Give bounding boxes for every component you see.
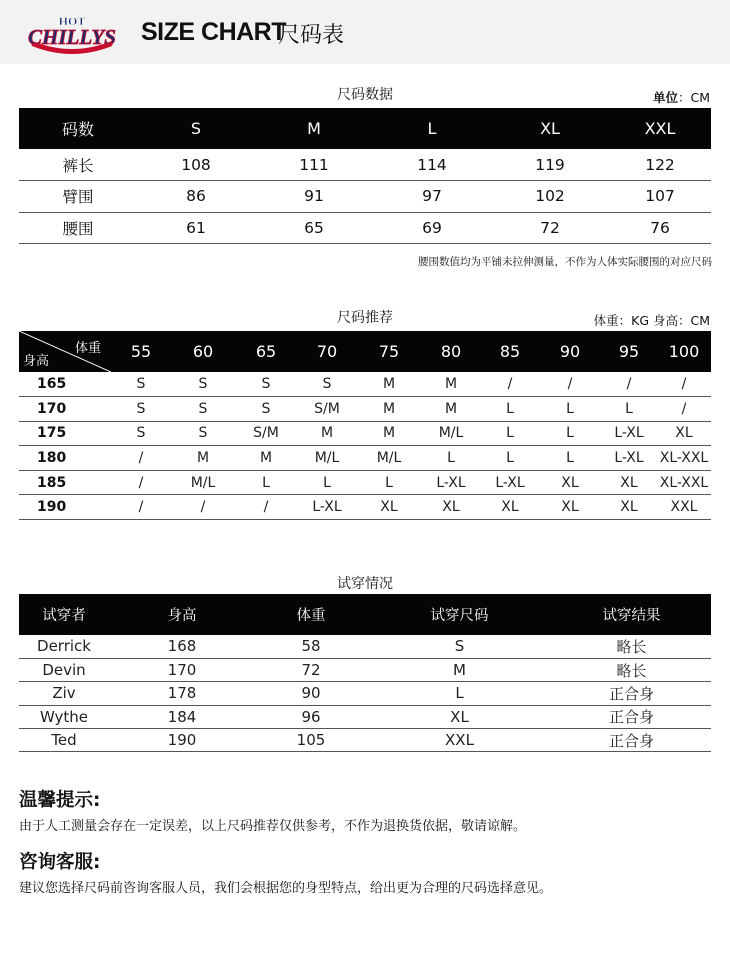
weight-header: 90 [559,342,581,361]
trial-header-row [19,594,711,635]
table-cell: 91 [304,187,324,206]
size-data-note: 腰围数值均为平铺未拉伸测量，不作为人体实际腰围的对应尺码 [418,256,712,268]
table-row [19,397,711,422]
size-cell: M/L [314,450,340,467]
size-cell: XL [561,474,579,491]
height-label: 175 [37,425,67,442]
size-data-unit [653,88,710,106]
height-label: 180 [37,450,67,467]
unit-label: 单位 [652,90,678,105]
size-cell: M/L [438,425,464,442]
trial-title: 试穿情况 [337,576,393,592]
weight-header: 95 [618,342,640,361]
size-cell: L [323,474,331,491]
tester-name: Ted [51,731,77,750]
header-cell: 身高 [167,608,197,624]
header-cell: 体重 [296,608,326,624]
row-label: 裤长 [62,156,94,175]
size-data-table [19,108,711,244]
tester-name: Ziv [52,684,76,703]
table-cell: S [454,637,465,656]
size-cell: XL [620,474,638,491]
table-cell: 72 [301,661,321,680]
header-cell: XXL [644,119,676,138]
table-cell: 108 [181,155,211,174]
size-cell: L [447,450,455,467]
size-cell: / [138,474,144,491]
size-cell: / [567,376,573,393]
table-cell: 184 [167,707,197,726]
size-cell: L-XL [614,425,644,442]
size-cell: M [382,425,396,442]
warm-tip-text: 由于人工测量会存在一定误差，以上尺码推荐仅供参考，不作为退换货依据，敬请谅解。 [19,819,527,834]
table-cell: XL [450,707,469,726]
height-label: 170 [37,400,67,417]
weight-header: 100 [668,342,700,361]
table-cell: 190 [167,731,197,750]
size-cell: L-XL [312,499,342,516]
size-cell: M [382,376,396,393]
size-cell: S [198,425,208,442]
recommend-unit: 体重：KG 身高：CM [593,313,710,328]
height-label: 185 [37,474,67,491]
header-cell: M [307,119,321,138]
size-cell: M [320,425,334,442]
size-cell: L [262,474,270,491]
size-data-title: 尺码数据 [337,87,393,103]
size-cell: M [444,400,458,417]
header-cell: 试穿尺码 [430,608,489,624]
size-cell: L-XL [614,450,644,467]
size-cell: XL [620,499,638,516]
brand-logo-mark [26,12,118,54]
size-cell: L [566,450,574,467]
warm-tip-title: 温馨提示: [19,790,101,811]
size-cell: S/M [253,425,279,442]
table-cell: L [455,684,464,703]
size-cell: / [200,499,206,516]
size-cell: / [626,376,632,393]
service-text: 建议您选择尺码前咨询客服人员，我们会根据您的身型特点，给出更为合理的尺码选择意见。 [19,881,553,896]
size-cell: M [259,450,273,467]
page-subtitle: 尺码表 [278,23,345,48]
table-row [19,421,711,446]
table-row [19,470,711,495]
logo-main-text: CHILLYS [28,25,116,49]
tester-name: Derrick [37,637,91,656]
size-cell: M/L [376,450,402,467]
table-row [19,212,711,244]
header-cell: 试穿者 [42,608,86,624]
header-cell: 试穿结果 [602,608,661,624]
table-row [19,682,711,705]
table-row [19,729,711,752]
row-label: 臂围 [62,188,94,207]
recommend-title: 尺码推荐 [337,310,393,326]
size-cell: XL [442,499,460,516]
header-cell: 码数 [61,120,94,139]
height-label: 165 [37,376,67,393]
size-cell: / [263,499,269,516]
size-cell: L [506,425,514,442]
table-cell: 正合身 [608,731,654,750]
table-cell: 105 [296,731,326,750]
corner-cell [19,331,111,372]
size-cell: S/M [314,400,340,417]
size-cell: / [507,376,513,393]
tester-name: Devin [42,661,86,680]
size-cell: M/L [190,474,216,491]
size-cell: S [322,376,332,393]
table-cell: 正合身 [608,708,654,727]
table-cell: 65 [304,218,324,237]
corner-weight-label: 体重 [74,341,101,356]
size-cell: M [196,450,210,467]
size-cell: S [136,376,146,393]
weight-header: 75 [378,342,400,361]
weight-header: 60 [192,342,214,361]
size-cell: S [198,376,208,393]
table-cell: 86 [186,187,206,206]
size-cell: XL [501,499,519,516]
size-cell: / [138,499,144,516]
size-cell: XL-XXL [659,450,709,467]
page-title: SIZE CHART [141,18,286,46]
table-cell: 114 [417,155,447,174]
size-cell: XL-XXL [659,474,709,491]
table-row [19,372,711,397]
table-row [19,149,711,181]
table-cell: 90 [301,684,321,703]
size-cell: L [506,400,514,417]
size-cell: / [681,376,687,393]
height-label: 190 [37,499,67,516]
header-bar [0,0,730,64]
table-cell: 略长 [616,661,647,680]
table-cell: 102 [535,187,565,206]
table-cell: 61 [186,218,206,237]
size-cell: S [261,376,271,393]
recommend-header-row [19,331,711,372]
table-cell: 76 [650,218,670,237]
size-cell: L [566,400,574,417]
unit-value: ：CM [677,90,710,105]
table-cell: 107 [645,187,675,206]
table-cell: 111 [299,155,329,174]
table-cell: 96 [301,707,321,726]
logo-hot-text: HOT [58,14,86,28]
table-cell: 58 [301,637,321,656]
size-data-header-row [19,108,711,149]
table-cell: 69 [422,218,442,237]
recommend-table [19,331,711,520]
table-row [19,181,711,213]
corner-height-label: 身高 [23,354,50,369]
table-cell: 72 [540,218,560,237]
table-cell: 178 [167,684,197,703]
table-cell: 119 [535,155,565,174]
size-cell: / [138,450,144,467]
table-row [19,658,711,681]
brand-logo [26,12,118,54]
header-cell: S [190,119,202,138]
size-cell: / [681,400,687,417]
table-cell: 略长 [616,637,647,656]
table-cell: 168 [167,637,197,656]
size-cell: M [382,400,396,417]
size-cell: S [136,425,146,442]
size-cell: L [566,425,574,442]
size-cell: S [261,400,271,417]
table-cell: 正合身 [608,684,654,703]
tester-name: Wythe [39,707,89,726]
size-cell: S [198,400,208,417]
size-cell: L [506,450,514,467]
size-cell: L-XL [495,474,525,491]
table-row [19,635,711,658]
size-cell: L [625,400,633,417]
table-cell: 122 [645,155,675,174]
trial-table [19,594,711,752]
service-title: 咨询客服: [19,852,101,873]
weight-header: 55 [130,342,152,361]
weight-header: 80 [440,342,462,361]
size-cell: S [136,400,146,417]
table-cell: 170 [167,661,197,680]
weight-header: 65 [255,342,277,361]
header-cell: XL [540,119,560,138]
size-cell: L [385,474,393,491]
weight-header: 70 [316,342,338,361]
table-row [19,446,711,471]
size-cell: M [444,376,458,393]
size-cell: XL [561,499,579,516]
row-label: 腰围 [62,219,94,238]
size-cell: XL [380,499,398,516]
table-row [19,705,711,728]
weight-header: 85 [499,342,521,361]
size-cell: XL [675,425,693,442]
size-cell: L-XL [436,474,466,491]
header-cell: L [427,119,437,138]
table-cell: XXL [445,731,474,750]
table-cell: 97 [422,187,442,206]
size-cell: XXL [670,499,698,516]
table-row [19,495,711,520]
table-cell: M [453,661,466,680]
